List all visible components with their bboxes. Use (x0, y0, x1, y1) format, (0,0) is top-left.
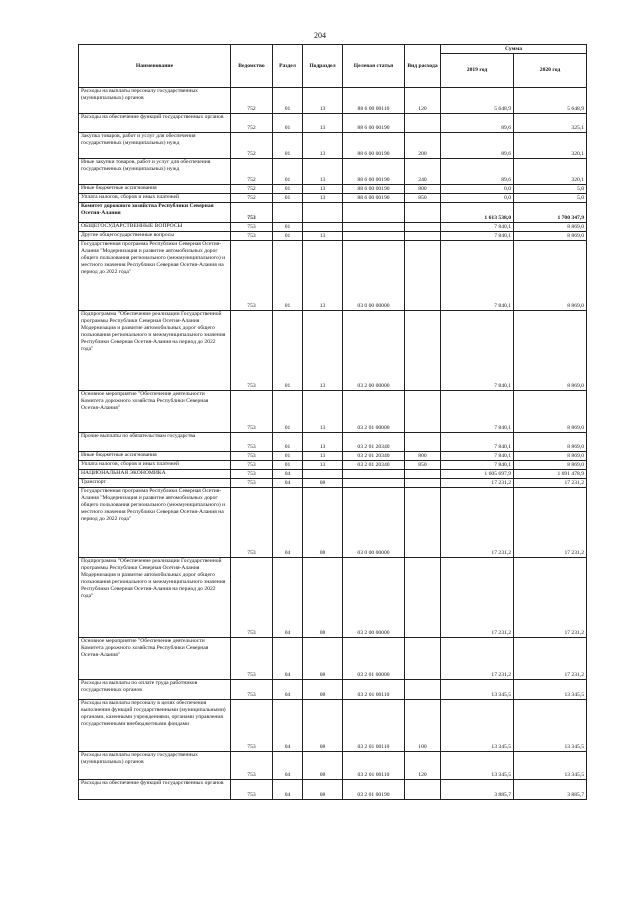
cell-section: 01 (273, 232, 303, 241)
cell-expense (405, 638, 441, 680)
cell-expense: 800 (405, 185, 441, 194)
header-sum: Сумма (441, 45, 587, 54)
table-row (79, 470, 587, 479)
page-number: 204 (314, 31, 326, 40)
cell-dept: 753 (231, 232, 273, 241)
table-row (79, 114, 587, 133)
cell-subsection: 08 (303, 680, 343, 700)
cell-2019: 13 345,5 (441, 700, 514, 752)
cell-subsection (303, 203, 343, 223)
cell-2020: 5,0 (514, 194, 587, 203)
cell-2020: 17 231,2 (514, 488, 587, 558)
cell-expense (405, 470, 441, 479)
cell-subsection: 13 (303, 185, 343, 194)
cell-name: ОБЩЕГОСУДАРСТВЕННЫЕ ВОПРОСЫ (79, 223, 231, 232)
cell-subsection (303, 223, 343, 232)
cell-expense (405, 114, 441, 133)
cell-2019: 1 605 697,9 (441, 470, 514, 479)
cell-dept: 753 (231, 752, 273, 780)
cell-expense: 120 (405, 752, 441, 780)
cell-expense (405, 479, 441, 488)
cell-expense: 120 (405, 88, 441, 114)
cell-subsection: 08 (303, 558, 343, 638)
cell-dept: 753 (231, 311, 273, 391)
cell-expense (405, 391, 441, 433)
table-row (79, 391, 587, 433)
cell-expense: 200 (405, 133, 441, 159)
cell-dept: 753 (231, 203, 273, 223)
cell-2019: 1 613 538,0 (441, 203, 514, 223)
cell-name: Иные бюджетные ассигнования (79, 185, 231, 194)
cell-2019: 7 840,1 (441, 241, 514, 311)
cell-dept: 753 (231, 558, 273, 638)
cell-expense: 100 (405, 700, 441, 752)
cell-name: Расходы на выплаты персоналу государственных (муниципальных) органов (79, 752, 231, 780)
table-row (79, 232, 587, 241)
cell-2020: 320,1 (514, 133, 587, 159)
cell-2020: 320,1 (514, 159, 587, 185)
cell-subsection: 08 (303, 700, 343, 752)
cell-section: 01 (273, 433, 303, 452)
cell-subsection: 08 (303, 479, 343, 488)
cell-dept: 753 (231, 780, 273, 800)
cell-target: 88 6 00 00190 (343, 114, 405, 133)
cell-target: 03 0 00 00000 (343, 241, 405, 311)
cell-section: 01 (273, 114, 303, 133)
cell-target: 03 2 01 00000 (343, 638, 405, 680)
cell-2019: 7 840,1 (441, 461, 514, 470)
cell-target: 03 2 01 00190 (343, 780, 405, 800)
cell-dept: 753 (231, 452, 273, 461)
cell-2020: 1 700 347,9 (514, 203, 587, 223)
cell-section: 01 (273, 311, 303, 391)
cell-dept: 753 (231, 241, 273, 311)
table-row (79, 680, 587, 700)
cell-subsection: 08 (303, 752, 343, 780)
cell-2019: 7 840,1 (441, 232, 514, 241)
cell-dept: 752 (231, 88, 273, 114)
cell-2020: 8 869,0 (514, 391, 587, 433)
cell-2020: 8 869,0 (514, 433, 587, 452)
cell-dept: 752 (231, 194, 273, 203)
cell-name: Комитет дорожного хозяйства Республики Северная Осетия-Алания (79, 203, 231, 223)
cell-section: 01 (273, 223, 303, 232)
cell-dept: 753 (231, 638, 273, 680)
cell-name: Иные закупки товаров, работ и услуг для обеспечения государственных (муниципальных) нужд (79, 159, 231, 185)
cell-dept: 753 (231, 700, 273, 752)
cell-target: 88 6 00 00110 (343, 88, 405, 114)
cell-2019: 17 231,2 (441, 488, 514, 558)
cell-section: 04 (273, 752, 303, 780)
cell-2019: 7 840,1 (441, 311, 514, 391)
cell-section: 04 (273, 638, 303, 680)
cell-expense (405, 680, 441, 700)
table-row (79, 194, 587, 203)
cell-expense (405, 232, 441, 241)
table-row (79, 88, 587, 114)
cell-dept: 753 (231, 391, 273, 433)
table-row (79, 700, 587, 752)
cell-2019: 5 648,9 (441, 88, 514, 114)
cell-target (343, 232, 405, 241)
table-row (79, 461, 587, 470)
cell-2020: 5,0 (514, 185, 587, 194)
table-row (79, 185, 587, 194)
cell-target: 03 2 01 00000 (343, 391, 405, 433)
cell-target: 03 2 01 20340 (343, 452, 405, 461)
cell-target (343, 479, 405, 488)
cell-subsection: 13 (303, 452, 343, 461)
cell-dept: 752 (231, 159, 273, 185)
cell-name: Уплата налогов, сборов и иных платежей (79, 194, 231, 203)
header-expense: Вид расхода (405, 45, 441, 88)
cell-target: 03 2 01 00110 (343, 700, 405, 752)
header-2019: 2019 год (441, 54, 514, 88)
cell-2019: 17 231,2 (441, 479, 514, 488)
cell-subsection: 13 (303, 241, 343, 311)
cell-name: Подпрограмма "Обеспечение реализации Государственной программы Республики Северная Осетия-Алания Модернизация и развитие автомобильных дорог общего пользования регионального и межмуниципального значения Республики Северная Осетия-Алания на период до 2022 года" (79, 558, 231, 638)
header-section: Раздел (273, 45, 303, 88)
cell-2020: 17 231,2 (514, 638, 587, 680)
cell-subsection: 13 (303, 88, 343, 114)
cell-subsection: 13 (303, 433, 343, 452)
cell-2020: 8 869,0 (514, 232, 587, 241)
table-row (79, 133, 587, 159)
budget-table (78, 44, 587, 800)
cell-subsection: 08 (303, 780, 343, 800)
cell-name: Государственная программа Республики Северная Осетия-Алания "Модернизация и развитие автомобильных дорог общего пользования регионального (межмуниципального) и местного значения Республики Северная Осетия-Алания на период до 2022 года" (79, 488, 231, 558)
table-row (79, 311, 587, 391)
cell-2019: 13 345,5 (441, 752, 514, 780)
table-row (79, 479, 587, 488)
cell-name: Закупка товаров, работ и услуг для обеспечения государственных (муниципальных) нужд (79, 133, 231, 159)
cell-section: 01 (273, 159, 303, 185)
cell-2020: 13 345,5 (514, 680, 587, 700)
cell-target: 88 6 00 00190 (343, 185, 405, 194)
cell-section: 01 (273, 391, 303, 433)
cell-expense (405, 223, 441, 232)
cell-2019: 0,0 (441, 194, 514, 203)
cell-name: Транспорт (79, 479, 231, 488)
cell-2020: 8 869,0 (514, 241, 587, 311)
cell-name: Иные бюджетные ассигнования (79, 452, 231, 461)
cell-name: Основное мероприятие "Обеспечение деятельности Комитета дорожного хозяйства Республики Северная Осетия-Алания" (79, 391, 231, 433)
cell-dept: 753 (231, 470, 273, 479)
table-header (79, 45, 587, 88)
header-2020: 2020 год (514, 54, 587, 88)
cell-section: 04 (273, 780, 303, 800)
cell-dept: 753 (231, 223, 273, 232)
table-row (79, 488, 587, 558)
table-row (79, 223, 587, 232)
cell-name: Уплата налогов, сборов и иных платежей (79, 461, 231, 470)
cell-expense (405, 203, 441, 223)
cell-target (343, 203, 405, 223)
cell-dept: 752 (231, 114, 273, 133)
cell-name: НАЦИОНАЛЬНАЯ ЭКОНОМИКА (79, 470, 231, 479)
cell-2019: 89,6 (441, 159, 514, 185)
cell-dept: 753 (231, 433, 273, 452)
table-row (79, 780, 587, 800)
cell-expense (405, 558, 441, 638)
cell-expense: 850 (405, 194, 441, 203)
cell-subsection: 08 (303, 638, 343, 680)
table-row (79, 558, 587, 638)
cell-expense: 800 (405, 452, 441, 461)
cell-2020: 5 648,9 (514, 88, 587, 114)
cell-expense: 240 (405, 159, 441, 185)
cell-target: 03 2 01 20340 (343, 433, 405, 452)
cell-subsection: 13 (303, 194, 343, 203)
cell-section: 01 (273, 461, 303, 470)
cell-name: Расходы на выплаты персоналу государственных (муниципальных) органов (79, 88, 231, 114)
cell-target: 03 2 01 00110 (343, 752, 405, 780)
cell-subsection (303, 470, 343, 479)
cell-expense (405, 488, 441, 558)
cell-dept: 753 (231, 479, 273, 488)
cell-section: 01 (273, 88, 303, 114)
cell-2020: 13 345,5 (514, 700, 587, 752)
cell-expense (405, 433, 441, 452)
cell-dept: 753 (231, 461, 273, 470)
cell-2020: 13 345,5 (514, 752, 587, 780)
cell-name: Государственная программа Республики Северная Осетия-Алания "Модернизация и развитие автомобильных дорог общего пользования регионального (межмуниципального) и местного значения Республики Северная Осетия-Алания на период до 2022 года" (79, 241, 231, 311)
table-row (79, 638, 587, 680)
cell-name: Расходы на обеспечение функций государственных органов (79, 780, 231, 800)
cell-section: 04 (273, 488, 303, 558)
cell-section: 01 (273, 133, 303, 159)
cell-expense: 850 (405, 461, 441, 470)
cell-subsection: 08 (303, 488, 343, 558)
cell-target: 03 0 00 00000 (343, 488, 405, 558)
cell-subsection: 13 (303, 232, 343, 241)
cell-subsection: 13 (303, 461, 343, 470)
cell-2020: 8 869,0 (514, 461, 587, 470)
cell-dept: 753 (231, 488, 273, 558)
cell-name: Другие общегосударственные вопросы (79, 232, 231, 241)
header-name: Наименование (79, 45, 231, 88)
cell-2020: 8 869,0 (514, 311, 587, 391)
cell-section: 04 (273, 479, 303, 488)
cell-target: 03 2 00 00000 (343, 311, 405, 391)
cell-subsection: 13 (303, 133, 343, 159)
header-subsection: Подраздел (303, 45, 343, 88)
table-row (79, 752, 587, 780)
table-row (79, 241, 587, 311)
cell-2020: 17 231,2 (514, 479, 587, 488)
cell-target (343, 223, 405, 232)
cell-2019: 7 840,1 (441, 391, 514, 433)
table-row (79, 433, 587, 452)
cell-target (343, 470, 405, 479)
table-row (79, 203, 587, 223)
cell-2019: 0,0 (441, 185, 514, 194)
cell-target: 88 6 00 00190 (343, 133, 405, 159)
cell-subsection: 13 (303, 159, 343, 185)
cell-subsection: 13 (303, 114, 343, 133)
header-target: Целевая статья (343, 45, 405, 88)
cell-2019: 7 840,1 (441, 433, 514, 452)
cell-dept: 752 (231, 185, 273, 194)
cell-target: 03 2 01 20340 (343, 461, 405, 470)
cell-2019: 89,6 (441, 114, 514, 133)
cell-2020: 325,1 (514, 114, 587, 133)
cell-section: 01 (273, 185, 303, 194)
cell-dept: 752 (231, 133, 273, 159)
cell-name: Подпрограмма "Обеспечение реализации Государственной программы Республики Северная Осетия-Алания Модернизация и развитие автомобильных дорог общего пользования регионального и межмуниципального значения Республики Северная Осетия-Алания на период до 2022 года" (79, 311, 231, 391)
table-row (79, 452, 587, 461)
cell-2020: 17 231,2 (514, 558, 587, 638)
cell-target: 03 2 01 00110 (343, 680, 405, 700)
cell-dept: 753 (231, 680, 273, 700)
cell-name: Расходы на выплаты персоналу в целях обеспечения выполнения функций государственными (муниципальными) органами, казенными учреждениями, органами управления государственными внебюджетными фондами (79, 700, 231, 752)
cell-expense (405, 780, 441, 800)
cell-section: 01 (273, 194, 303, 203)
cell-target: 88 6 00 00190 (343, 194, 405, 203)
cell-subsection: 13 (303, 311, 343, 391)
cell-expense (405, 311, 441, 391)
cell-section: 04 (273, 680, 303, 700)
cell-2020: 8 869,0 (514, 452, 587, 461)
cell-2019: 3 885,7 (441, 780, 514, 800)
table-row (79, 159, 587, 185)
cell-2019: 7 840,1 (441, 223, 514, 232)
cell-2019: 13 345,5 (441, 680, 514, 700)
cell-2019: 89,6 (441, 133, 514, 159)
cell-2020: 1 691 478,9 (514, 470, 587, 479)
cell-subsection: 13 (303, 391, 343, 433)
cell-2019: 17 231,2 (441, 558, 514, 638)
cell-section: 01 (273, 241, 303, 311)
table-body (79, 88, 587, 800)
header-dept: Ведомство (231, 45, 273, 88)
cell-name: Основное мероприятие "Обеспечение деятельности Комитета дорожного хозяйства Республики Северная Осетия-Алания" (79, 638, 231, 680)
cell-name: Расходы на выплаты по оплате труда работников государственных органов (79, 680, 231, 700)
cell-section: 04 (273, 700, 303, 752)
cell-section (273, 203, 303, 223)
cell-section: 04 (273, 558, 303, 638)
cell-target: 88 6 00 00190 (343, 159, 405, 185)
cell-2019: 7 840,1 (441, 452, 514, 461)
cell-2019: 17 231,2 (441, 638, 514, 680)
cell-expense (405, 241, 441, 311)
cell-name: Расходы на обеспечение функций государственных органов (79, 114, 231, 133)
cell-2020: 3 885,7 (514, 780, 587, 800)
cell-section: 04 (273, 470, 303, 479)
cell-section: 01 (273, 452, 303, 461)
cell-name: Прочие выплаты по обязательствам государства (79, 433, 231, 452)
cell-2020: 8 869,0 (514, 223, 587, 232)
cell-target: 03 2 00 00000 (343, 558, 405, 638)
